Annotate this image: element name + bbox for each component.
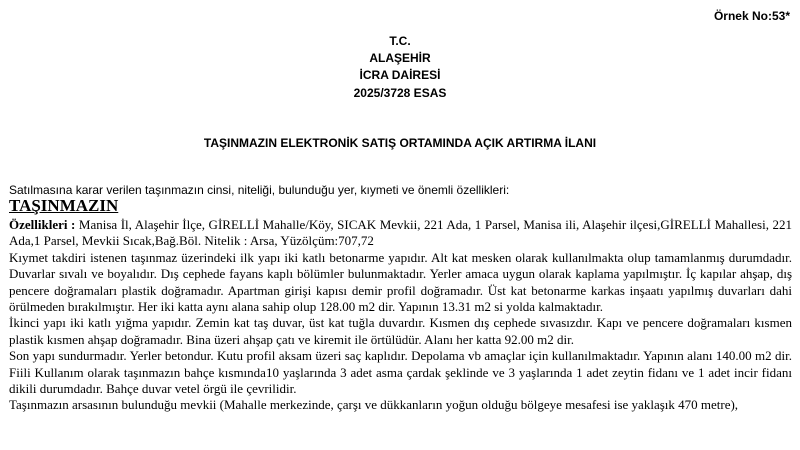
header-line-office: İCRA DAİRESİ (359, 68, 441, 82)
header-line-case: 2025/3728 ESAS (353, 86, 447, 100)
features-label: Özellikleri : (9, 217, 76, 232)
header-line-city: ALAŞEHİR (369, 51, 431, 65)
features-text: Manisa İl, Alaşehir İlçe, GİRELLİ Mahalle/Köy, SICAK Mevkii, 221 Ada, 1 Parsel, Manisa ili, Alaşehir ilçesi,GİRELLİ Mahallesi, 221 Ada,1 Parsel, Mevkii Sıcak,Bağ.Böl. Nitelik : Arsa, Yüzölçüm:707,72 (9, 217, 793, 249)
intro-text: Satılmasına karar verilen taşınmazın cinsi, niteliği, bulunduğu yer, kıymeti ve önemli özellikleri: (9, 183, 510, 197)
paragraph-shed: Son yapı sundurmadır. Yerler betondur. Kutu profil aksam üzeri saç kaplıdır. Depolama vb amaçlar için kullanılmaktadır. Yapının alanı 140.00 m2 dir. Fiili Kullanım olarak taşınmazın bahçe kısmında10 yaşlarında 3 adet asma çardak şeklinde ve 3 yaşlarında 1 adet zeytin fidanı ve 1 adet incir fidanı dikili durumdadır. Bahçe duvar vetel örgü ile çevrilidir. (9, 348, 792, 397)
features-paragraph (9, 217, 792, 250)
section-title: TAŞINMAZIN (9, 196, 119, 215)
property-description (9, 217, 792, 414)
notice-title: TAŞINMAZIN ELEKTRONİK SATIŞ ORTAMINDA AÇIK ARTIRMA İLANI (203, 136, 597, 150)
paragraph-location: Taşınmazın arsasının bulunduğu mevkii (Mahalle merkezinde, çarşı ve dükkanların yoğun olduğu bölgeye mesafesi ise yaklaşık 470 metre), (9, 397, 739, 413)
paragraph-second-building: İkinci yapı iki katlı yığma yapıdır. Zemin kat taş duvar, üst kat tuğla duvardır. Kısmen dış cephede sıvasızdır. Kapı ve pencere doğramaları kısmen plastik kısmen ahşap doğramadır. Bina üzeri ahşap çatı ve kiremit ile örtülüdür. Alanı her katta 92.00 m2 dir. (9, 315, 792, 347)
paragraph-first-building: Kıymet takdiri istenen taşınmaz üzerindeki ilk yapı iki katlı betonarme yapıdır. Alt kat mesken olarak kullanılmakta olup tamamlanmış durumdadır. Duvarlar sıvalı ve boyalıdır. Dış cephede fayans kaplı bölümler bulunmaktadır. Yerler amaca uygun olarak kaplama yapılmıştır. İç kapılar ahşap, dış pencere doğramaları plastik doğramadır. Apartman girişi kapısı demir profil doğramadır. Üst kat betonarme karkas inşaatı yapılmış duvarları dahi örülmeden bırakılmıştır. Her iki katta aynı alana sahip olup 128.00 m2 dir. Yapının 13.31 m2 si yolda kalmaktadır. (9, 249, 792, 315)
header-line-tc: T.C. (389, 34, 411, 48)
sample-number: Örnek No:53* (713, 9, 790, 23)
